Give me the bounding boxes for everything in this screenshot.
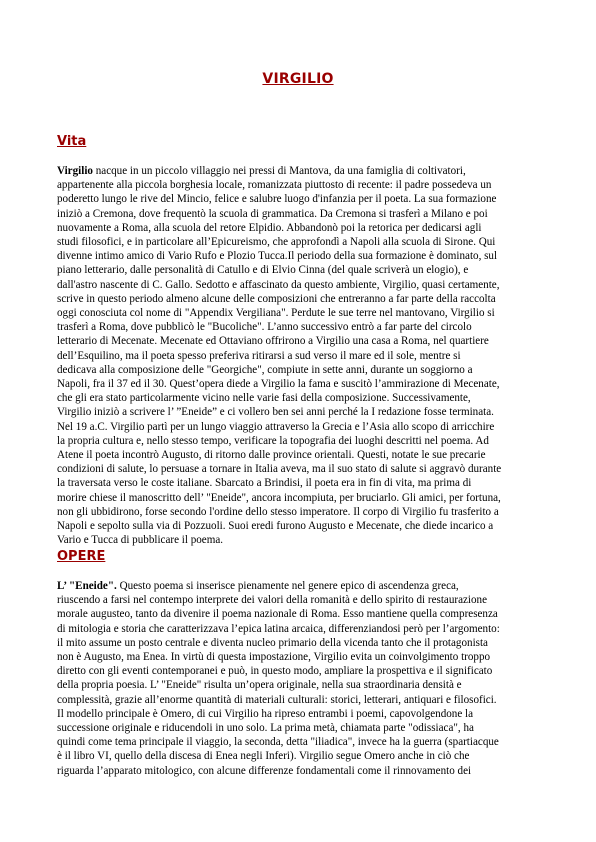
text-line: Napoli e sepolto sulla via di Pozzuoli. Suoi eredi furono Augusto e Mecenate, che diede incarico a xyxy=(57,520,494,533)
section-heading-vita: Vita xyxy=(57,134,87,149)
text-line: è il libro VI, quello della discesa di Enea negli Inferi). Virgilio segue Omero anche in ciò che xyxy=(57,750,470,763)
text-line: trasferì a Roma, dove pubblicò le "Bucoliche". L’anno successivo entrò a far parte del circolo xyxy=(57,321,472,334)
text-line: appartenente alla piccola borghesia locale, romanizzata piuttosto di recente: il padre possedeva un xyxy=(57,179,492,192)
text-line: morire chiese il manoscritto dell’ "Eneide", ancora incompiuta, per bruciarlo. Gli amici, per fortuna, xyxy=(57,491,501,504)
text-line: la traversata verso le coste italiane. Sbarcato a Brindisi, il poeta era in fin di vita, ma prima di xyxy=(57,477,472,490)
text-line: nuovamente a Roma, alla scuola del retore Elpidio. Abbandonò poi la retorica per dedicarsi agli xyxy=(57,221,482,234)
text-line-fragment: nacque in un piccolo villaggio nei pressi di Mantova, da una famiglia di coltivatori, xyxy=(92,165,466,177)
text-line: Il modello principale è Omero, di cui Virgilio ha ripreso entrambi i poemi, capovolgendone la xyxy=(57,707,474,720)
lead-term: Virgilio xyxy=(57,165,93,177)
text-line: dell’Esquilino, ma il poeta spesso preferiva ritirarsi a sud verso il mare ed il sole, mentre si xyxy=(57,349,461,362)
text-line: complessità, grazie all’enorme quantità di materiali culturali: storici, letterari, antiquari e filosofici. xyxy=(57,693,497,706)
text-line: poderetto lungo le rive del Mincio, felice e salubre luogo d'infanzia per il poeta. La sua formazione xyxy=(57,193,497,206)
text-line: oggi conosciuta col nome di "Appendix Vergiliana". Perdute le sue terre nel mantovano, Virgilio si xyxy=(57,307,495,320)
text-line: Virgilio iniziò a scrivere l’ ”Eneide” e ci vollero ben sei anni perché la I redazione fosse terminata. xyxy=(57,406,494,419)
opere-paragraph xyxy=(57,579,547,778)
text-line xyxy=(57,164,547,178)
text-line: divenne intimo amico di Vario Rufo e Plozio Tucca.Il periodo della sua formazione è dominato, sul xyxy=(57,250,498,263)
text-line: riguarda l’apparato mitologico, con alcune differenze fondamentali come il rinnovamento dei xyxy=(57,764,472,777)
text-line: Atene il poeta incontrò Augusto, di ritorno dalle province orientali. Questi, notate le sue precarie xyxy=(57,449,486,462)
text-line: dedicava alla composizione delle "Georgiche", compiute in sette anni, durante un soggiorno a xyxy=(57,363,473,376)
text-line: non è Augusto, ma Enea. In virtù di questa impostazione, Virgilio evita un coinvolgimento troppo xyxy=(57,651,491,664)
text-line: della propria poesia. L’ "Eneide" risulta un’opera originale, nella sua straordinaria densità e xyxy=(57,679,462,692)
text-line: diretto con gli eventi contemporanei e può, in questo modo, ampliare la prospettiva e il significato xyxy=(57,665,493,678)
text-line: successione originale e riducendoli in uno solo. La prima metà, chiamata parte "odissiaca", ha xyxy=(57,722,474,735)
text-line: letterario di Mecenate. Mecenate ed Ottaviano offrirono a Virgilio una casa a Roma, nel quartiere xyxy=(57,335,489,348)
text-line: dall'astro nascente di C. Gallo. Sedotto e affascinato da questo ambiente, Virgilio, quasi certamente, xyxy=(57,278,500,291)
section-heading-opere: OPERE xyxy=(57,549,106,564)
page-title: VIRGILIO xyxy=(262,71,334,87)
text-line: iniziò a Cremona, dove frequentò la scuola di grammatica. Da Cremona si trasferì a Milano e poi xyxy=(57,207,488,220)
text-line: quindi come tema principale il viaggio, la seconda, detta "iliadica", invece ha la guerra (spartiacque xyxy=(57,736,499,749)
text-line: di mitologia e storia che caratterizzava l’epica latina arcaica, differenziandosi però per l’argomento: xyxy=(57,622,500,635)
text-line: la propria cultura e, nello stesso tempo, verificare la topografia dei luoghi descritti nel poema. Ad xyxy=(57,434,489,447)
text-line: studi filosofici, e in particolare all’Epicureismo, che approfondì a Napoli alla scuola di Sirone. Qui xyxy=(57,236,496,249)
text-line: scrive in questo periodo almeno alcune delle composizioni che entreranno a far parte della raccolta xyxy=(57,292,496,305)
text-line: Vario e Tucca di pubblicare il poema. xyxy=(57,534,224,547)
text-line: condizioni di salute, lo persuase a tornare in Italia aveva, ma il suo stato di salute si aggravò durante xyxy=(57,463,502,476)
text-line: piano letterario, dalle personalità di Catullo e di Elvio Cinna (del quale scriverà un elogio), e xyxy=(57,264,469,277)
text-line: morale augusteo, tanto da divenire il poema nazionale di Roma. Esso mantiene quella compresenza xyxy=(57,608,498,621)
text-line: il mito assume un posto centrale e diventa nucleo primario della vicenda tanto che il protagonista xyxy=(57,636,488,649)
text-line: riuscendo a farsi nel contempo interprete dei valori della romanità e dello spirito di restaurazione xyxy=(57,594,488,607)
text-line: che gli era stato particolarmente vicino nelle varie fasi della composizione. Successivamente, xyxy=(57,392,471,405)
text-line: non gli ubbidirono, forse secondo l'ordine dello stesso imperatore. Il corpo di Virgilio fu trasferito a xyxy=(57,505,499,518)
vita-paragraph xyxy=(57,164,547,547)
text-line: Napoli, fra il 37 ed il 30. Quest’opera diede a Virgilio la fama e suscitò l’ammirazione di Mecenate, xyxy=(57,378,500,391)
text-line-fragment: Questo poema si inserisce pienamente nel genere epico di ascendenza greca, xyxy=(116,580,459,592)
lead-term: L’ "Eneide". xyxy=(57,580,117,592)
text-line xyxy=(57,579,547,593)
text-line: Nel 19 a.C. Virgilio partì per un lungo viaggio attraverso la Grecia e l’Asia allo scopo di arricchire xyxy=(57,420,495,433)
